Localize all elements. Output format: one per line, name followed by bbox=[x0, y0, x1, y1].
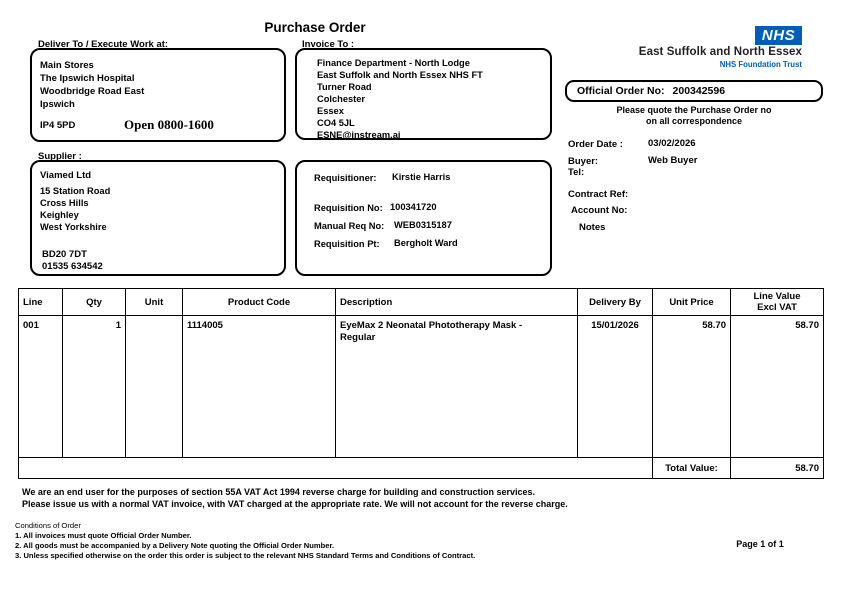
table-total-row bbox=[19, 458, 824, 479]
vat-notice-line2: Please issue us with a normal VAT invoice, with VAT charged at the appropriate rate. We will not account for the reverse charge. bbox=[22, 499, 568, 509]
deliver-to-line: Woodbridge Road East bbox=[40, 86, 145, 97]
cell-delivery-by: 15/01/2026 bbox=[578, 316, 653, 458]
official-order-number: 200342596 bbox=[672, 85, 726, 97]
invoice-to-label: Invoice To : bbox=[302, 39, 355, 50]
contract-ref-label: Contract Ref: bbox=[568, 189, 629, 200]
cell-unit-price: 58.70 bbox=[653, 316, 731, 458]
condition-item-2: 2. All goods must be accompanied by a Delivery Note quoting the Official Order Number. bbox=[15, 541, 335, 550]
supplier-line: 15 Station Road bbox=[40, 186, 111, 196]
page-number: Page 1 of 1 bbox=[736, 539, 784, 549]
nhs-trust-name: East Suffolk and North Essex bbox=[638, 46, 802, 58]
requisitioner-value: Kirstie Harris bbox=[392, 172, 451, 182]
order-date-label: Order Date : bbox=[568, 139, 623, 150]
total-value: 58.70 bbox=[731, 458, 824, 479]
nhs-logo: NHS bbox=[755, 26, 802, 45]
buyer-value: Web Buyer bbox=[648, 155, 698, 166]
requisitioner-label: Requisitioner: bbox=[314, 173, 377, 183]
invoice-to-box bbox=[295, 48, 552, 140]
quote-note-line2: on all correspondence bbox=[645, 116, 743, 126]
cell-line-value: 58.70 bbox=[731, 316, 824, 458]
line-items-table bbox=[18, 288, 824, 479]
deliver-to-line: Main Stores bbox=[40, 60, 94, 71]
supplier-name: Viamed Ltd bbox=[40, 170, 92, 181]
notes-label: Notes bbox=[579, 222, 606, 233]
condition-item-1: 1. All invoices must quote Official Order Number. bbox=[15, 531, 192, 540]
official-order-box bbox=[565, 80, 823, 102]
requisition-pt-label: Requisition Pt: bbox=[314, 239, 380, 249]
table-row bbox=[19, 316, 824, 458]
supplier-line: Keighley bbox=[40, 210, 79, 220]
supplier-postcode: BD20 7DT bbox=[42, 249, 87, 260]
requisition-box bbox=[295, 160, 552, 276]
col-header-unit: Unit bbox=[126, 289, 183, 316]
col-header-line: Line bbox=[19, 289, 63, 316]
col-header-line-value: Line Value Excl VAT bbox=[731, 289, 824, 316]
requisition-no-value: 100341720 bbox=[390, 202, 437, 212]
deliver-to-line: The Ipswich Hospital bbox=[40, 73, 135, 84]
invoice-to-line: Colchester bbox=[317, 94, 366, 104]
col-header-description: Description bbox=[336, 289, 578, 316]
invoice-to-line: Finance Department - North Lodge bbox=[317, 58, 470, 68]
table-header-row bbox=[19, 289, 824, 316]
official-order-label: Official Order No: bbox=[577, 85, 665, 97]
supplier-box bbox=[30, 160, 286, 276]
invoice-to-line: Essex bbox=[317, 106, 344, 116]
cell-description: EyeMax 2 Neonatal Phototherapy Mask - Regular bbox=[336, 316, 578, 458]
tel-label: Tel: bbox=[568, 167, 585, 178]
total-row-spacer bbox=[19, 458, 653, 479]
supplier-line: Cross Hills bbox=[40, 198, 89, 208]
conditions-title: Conditions of Order bbox=[15, 521, 81, 530]
buyer-label: Buyer: bbox=[568, 156, 599, 167]
invoice-to-email: ESNE@instream.ai bbox=[317, 130, 401, 140]
requisition-no-label: Requisition No: bbox=[314, 203, 383, 213]
opening-hours: Open 0800-1600 bbox=[124, 117, 214, 132]
col-header-product-code: Product Code bbox=[183, 289, 336, 316]
invoice-to-line: CO4 5JL bbox=[317, 118, 355, 128]
manual-req-no-label: Manual Req No: bbox=[314, 221, 385, 231]
invoice-to-line: East Suffolk and North Essex NHS FT bbox=[317, 70, 483, 80]
deliver-to-postcode: IP4 5PD bbox=[40, 120, 76, 131]
cell-product-code: 1114005 bbox=[183, 316, 336, 458]
nhs-foundation-trust-label: NHS Foundation Trust bbox=[719, 60, 802, 69]
quote-note-line1: Please quote the Purchase Order no bbox=[616, 105, 772, 115]
manual-req-no-value: WEB0315187 bbox=[394, 220, 452, 230]
col-header-qty: Qty bbox=[63, 289, 126, 316]
cell-qty: 1 bbox=[63, 316, 126, 458]
order-date-value: 03/02/2026 bbox=[648, 138, 696, 149]
total-value-label: Total Value: bbox=[653, 458, 731, 479]
condition-item-3: 3. Unless specified otherwise on the order this order is subject to the relevant NHS Standard Terms and Conditions of Contract. bbox=[15, 551, 476, 560]
page-title: Purchase Order bbox=[264, 20, 366, 35]
vat-notice-line1: We are an end user for the purposes of section 55A VAT Act 1994 reverse charge for building and construction services. bbox=[22, 487, 535, 497]
account-no-label: Account No: bbox=[571, 205, 628, 216]
supplier-label: Supplier : bbox=[38, 151, 82, 162]
supplier-phone: 01535 634542 bbox=[42, 261, 103, 272]
cell-line: 001 bbox=[19, 316, 63, 458]
requisition-pt-value: Bergholt Ward bbox=[394, 238, 458, 248]
deliver-to-line: Ipswich bbox=[40, 99, 75, 110]
col-header-unit-price: Unit Price bbox=[653, 289, 731, 316]
col-header-delivery-by: Delivery By bbox=[578, 289, 653, 316]
deliver-to-label: Deliver To / Execute Work at: bbox=[38, 39, 169, 50]
cell-unit bbox=[126, 316, 183, 458]
supplier-line: West Yorkshire bbox=[40, 222, 107, 232]
invoice-to-line: Turner Road bbox=[317, 82, 372, 92]
deliver-to-box bbox=[30, 48, 286, 142]
